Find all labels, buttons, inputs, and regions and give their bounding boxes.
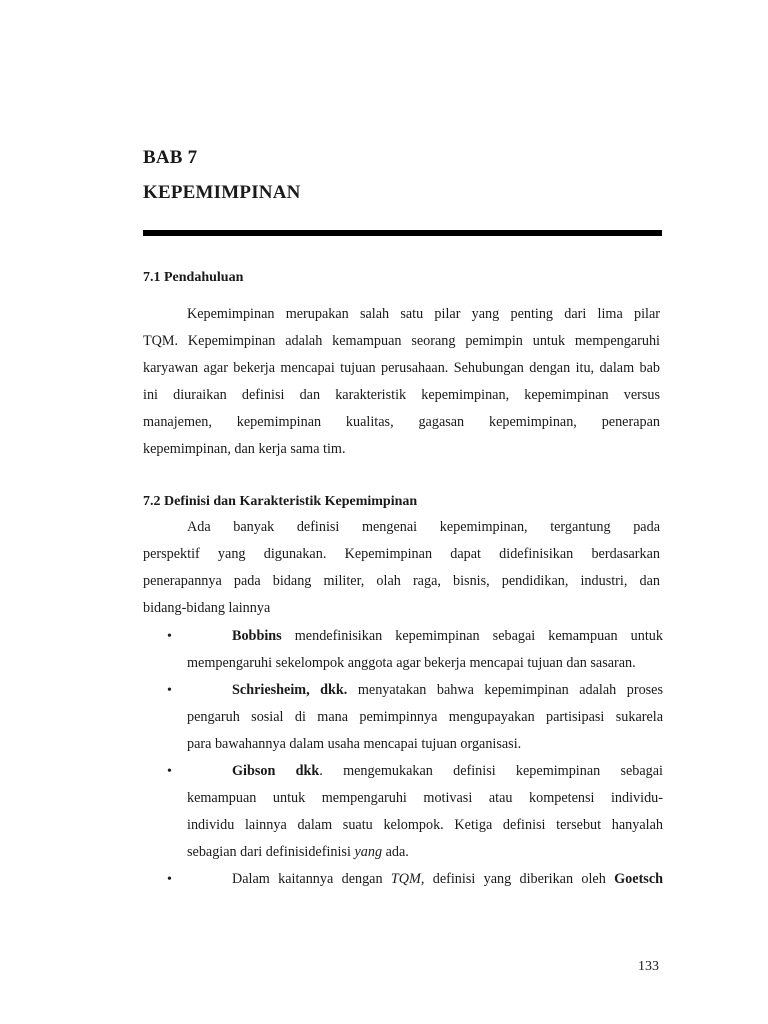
paragraph-line: Ada banyak definisi mengenai kepemimpinan, tergantung pada [187, 519, 660, 535]
list-item: • Gibson dkk. mengemukakan definisi kepemimpinan sebagai kemampuan untuk mempengaruhi motivasi atau kompetensi individu- individu lainnya dalam suatu kelompok. Ketiga definisi tersebut hanyalah sebagian dari definisidefinisi yang ada. [143, 758, 663, 866]
paragraph-line: perspektif yang digunakan. Kepemimpinan dapat didefinisikan berdasarkan [143, 546, 660, 562]
author-name: Goetsch [614, 871, 664, 887]
list-item: • Bobbins mendefinisikan kepemimpinan sebagai kemampuan untuk mempengaruhi sekelompok anggota agar bekerja mencapai tujuan dan sasaran. [143, 623, 663, 677]
chapter-divider [143, 230, 662, 236]
list-item: • Dalam kaitannya dengan TQM, definisi yang diberikan oleh Goetsch [143, 866, 663, 893]
paragraph-line: kemampuan untuk mempengaruhi motivasi atau kompetensi individu- [187, 790, 663, 806]
paragraph-line: karyawan agar bekerja mencapai tujuan perusahaan. Sehubungan dengan itu, dalam bab [143, 360, 660, 376]
paragraph-line: ini diuraikan definisi dan karakteristik kepemimpinan, kepemimpinan versus [143, 387, 660, 403]
paragraph-line: Kepemimpinan merupakan salah satu pilar yang penting dari lima pilar [187, 306, 660, 322]
paragraph-line: pengaruh sosial di mana pemimpinnya mengupayakan partisipasi sukarela [187, 709, 663, 725]
paragraph-line: individu lainnya dalam suatu kelompok. Ketiga definisi tersebut hanyalah [187, 817, 663, 833]
paragraph-line: penerapannya pada bidang militer, olah raga, bisnis, pendidikan, industri, dan [143, 573, 660, 589]
paragraph-line: kepemimpinan, dan kerja sama tim. [143, 441, 346, 457]
section-heading-pendahuluan: 7.1 Pendahuluan [143, 270, 244, 285]
bullet-icon: • [167, 764, 172, 779]
bullet-icon: • [167, 872, 172, 887]
bullet-icon: • [167, 683, 172, 698]
page-number: 133 [638, 959, 659, 974]
bullet-icon: • [167, 629, 172, 644]
author-name: Schriesheim, dkk. [232, 682, 348, 698]
definition-bullet-list [143, 623, 663, 893]
paragraph-line: para bawahannya dalam usaha mencapai tujuan organisasi. [187, 736, 522, 752]
paragraph-line: bidang-bidang lainnya [143, 600, 271, 616]
section-paragraph-definisi [143, 514, 660, 622]
list-item: • Schriesheim, dkk. menyatakan bahwa kepemimpinan adalah proses pengaruh sosial di mana pemimpinnya mengupayakan partisipasi sukarela para bawahannya dalam usaha mencapai tujuan organisasi. [143, 677, 663, 758]
chapter-number: BAB 7 [143, 147, 198, 168]
author-name: Bobbins [232, 628, 282, 644]
paragraph-line: TQM. Kepemimpinan adalah kemampuan seorang pemimpin untuk mempengaruhi [143, 333, 660, 349]
section-paragraph-pendahuluan [143, 301, 660, 463]
chapter-title: KEPEMIMPINAN [143, 182, 301, 203]
paragraph-line: mempengaruhi sekelompok anggota agar bekerja mencapai tujuan dan sasaran. [187, 655, 636, 671]
paragraph-line: manajemen, kepemimpinan kualitas, gagasan kepemimpinan, penerapan [143, 414, 660, 430]
author-name: Gibson dkk [232, 763, 320, 779]
section-heading-definisi: 7.2 Definisi dan Karakteristik Kepemimpinan [143, 494, 418, 509]
